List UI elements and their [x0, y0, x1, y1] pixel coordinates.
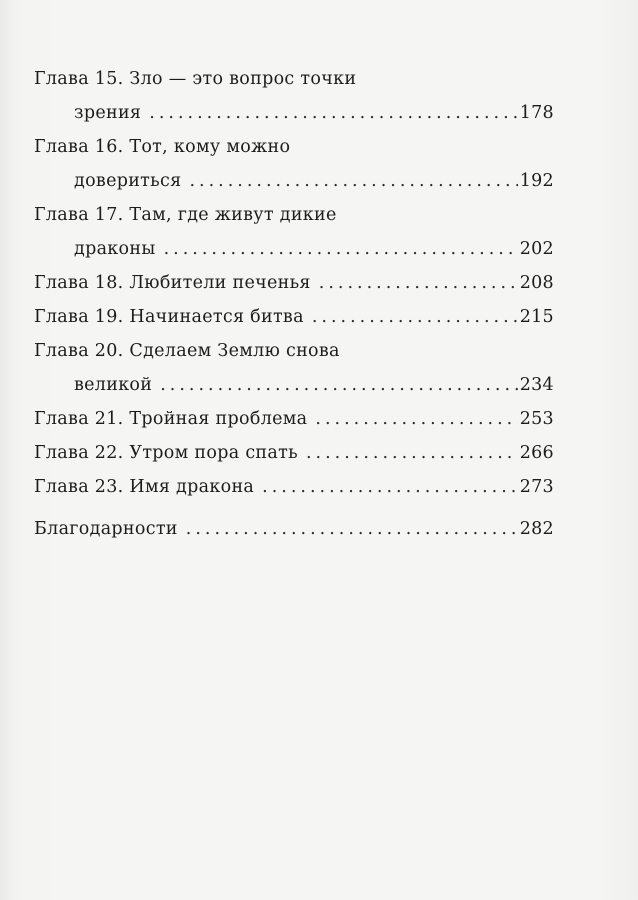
toc-entry-title: Благодарности [34, 519, 178, 539]
toc-entry-continuation-line [34, 96, 554, 130]
toc-entry-continuation-line [34, 368, 554, 402]
toc-entry-title-continuation: зрения [74, 103, 142, 123]
dot-leader [164, 232, 518, 266]
toc-entry-title: Глава 23. Имя дракона [34, 477, 255, 497]
table-of-contents [34, 62, 554, 546]
toc-entry-chapter-20[interactable] [34, 334, 554, 402]
dot-leader [262, 470, 518, 504]
toc-entry-title-line [34, 334, 554, 368]
dot-leader [160, 368, 517, 402]
toc-entry-chapter-23[interactable] [34, 470, 554, 504]
toc-entry-title-continuation: драконы [74, 239, 156, 259]
toc-entry-chapter-21[interactable] [34, 402, 554, 436]
toc-entry-chapter-18[interactable] [34, 266, 554, 300]
toc-entry-chapter-22[interactable] [34, 436, 554, 470]
toc-page-number: 234 [519, 375, 554, 395]
toc-entry-line [34, 470, 554, 504]
dot-leader [315, 402, 517, 436]
dot-leader [189, 164, 517, 198]
section-gap [34, 504, 554, 512]
toc-page-number: 253 [519, 409, 554, 429]
toc-entry-chapter-17[interactable] [34, 198, 554, 266]
toc-entry-title: Глава 21. Тройная проблема [34, 409, 308, 429]
toc-entry-title: Глава 15. Зло — это вопрос точки [34, 69, 357, 89]
toc-entry-title: Глава 16. Тот, кому можно [34, 137, 291, 157]
toc-entry-line [34, 266, 554, 300]
toc-entry-title-line [34, 198, 554, 232]
toc-entry-title-line [34, 130, 554, 164]
toc-entry-line [34, 512, 554, 546]
toc-page-number: 215 [519, 307, 554, 327]
toc-entry-title: Глава 19. Начинается битва [34, 307, 304, 327]
toc-entry-continuation-line [34, 232, 554, 266]
toc-entry-title-continuation: довериться [74, 171, 182, 191]
toc-page-number: 202 [519, 239, 554, 259]
toc-entry-title-line [34, 62, 554, 96]
toc-entry-continuation-line [34, 164, 554, 198]
dot-leader [149, 96, 517, 130]
toc-entry-title: Глава 18. Любители печенья [34, 273, 311, 293]
toc-page-number: 178 [519, 103, 554, 123]
toc-page-number: 192 [519, 171, 554, 191]
toc-entry-title: Глава 17. Там, где живут дикие [34, 205, 337, 225]
toc-entry-line [34, 300, 554, 334]
toc-entry-title: Глава 22. Утром пора спать [34, 443, 298, 463]
toc-entry-chapter-16[interactable] [34, 130, 554, 198]
dot-leader [312, 300, 518, 334]
toc-entry-title-continuation: великой [74, 375, 153, 395]
toc-entry-acknowledgements[interactable] [34, 512, 554, 546]
toc-page-number: 282 [519, 519, 554, 539]
dot-leader [319, 266, 518, 300]
toc-page-number: 266 [519, 443, 554, 463]
toc-page-number: 273 [519, 477, 554, 497]
toc-entry-line [34, 436, 554, 470]
toc-entry-chapter-19[interactable] [34, 300, 554, 334]
toc-entry-title: Глава 20. Сделаем Землю снова [34, 341, 340, 361]
dot-leader [186, 512, 518, 546]
toc-entry-chapter-15[interactable] [34, 62, 554, 130]
toc-entry-line [34, 402, 554, 436]
toc-page-number: 208 [519, 273, 554, 293]
dot-leader [306, 436, 518, 470]
